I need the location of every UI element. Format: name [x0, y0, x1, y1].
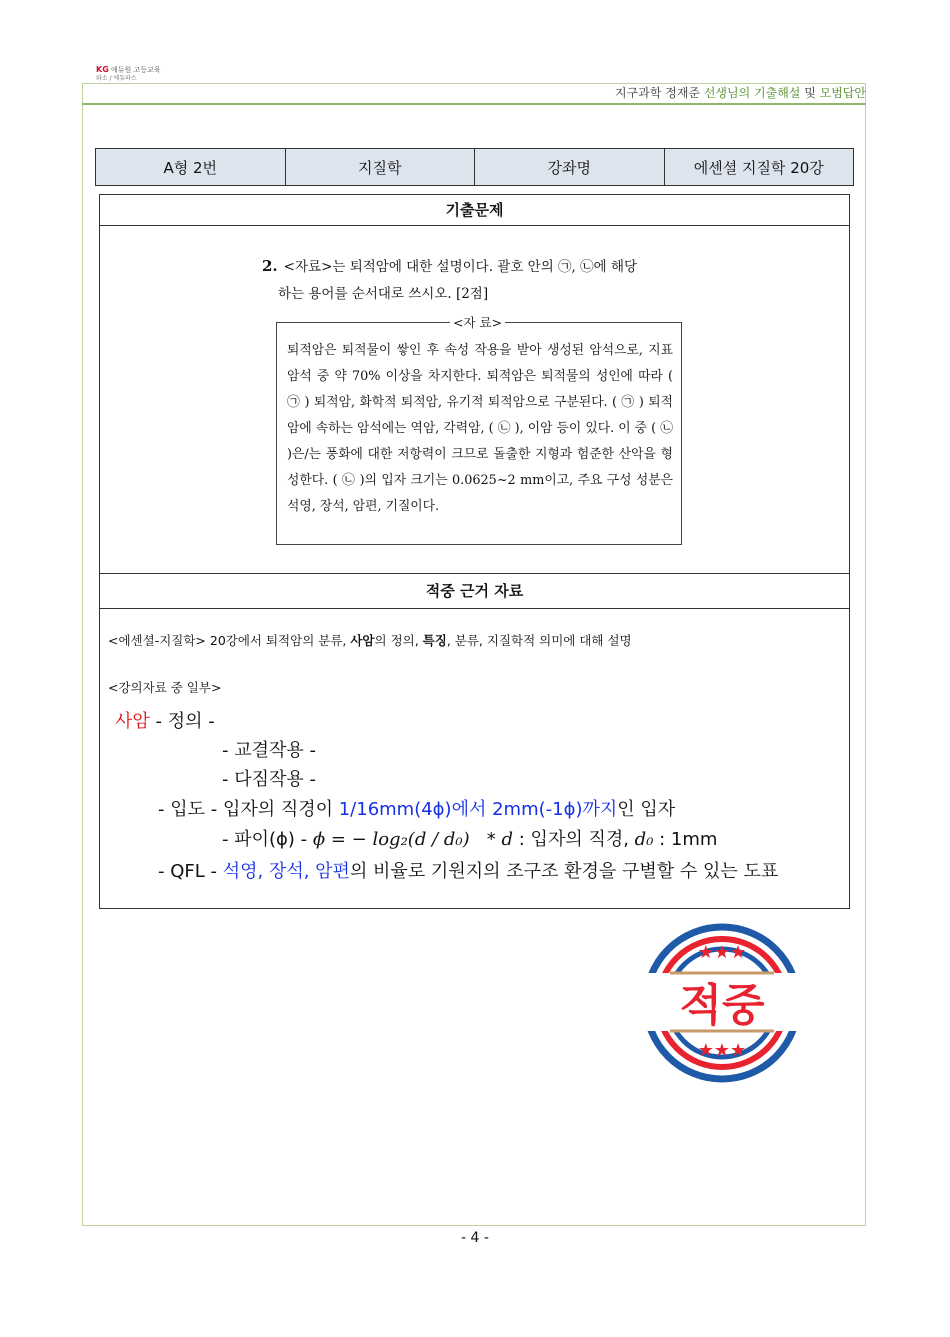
phi-note-a: * [486, 829, 502, 850]
stamp-bottom-stars: ★★★ [697, 1040, 747, 1061]
qfl-components: 석영, 장석, 암편 [222, 861, 350, 882]
intro-text-b: 사암 [350, 633, 375, 648]
info-cell-course-label: 강좌명 [475, 149, 665, 186]
logo-line1: 에듀원 고등교육 [111, 66, 161, 74]
material-title: <자 료> [450, 313, 505, 331]
qfl-rest: 의 비율로 기원지의 조구조 환경을 구별할 수 있는 도표 [349, 861, 779, 882]
logo-line2: 와소 / 에듀파스 [96, 75, 137, 82]
phi-formula: ϕ = − log₂(d / d₀) [312, 829, 470, 850]
section-title-exam: 기출문제 [100, 195, 849, 226]
grain-text-a: 입자의 직경이 [222, 799, 339, 820]
intro-text-d: 특징 [422, 633, 447, 648]
logo-brand: KG [96, 65, 109, 74]
lecture-compaction: - 다짐작용 - [222, 769, 316, 790]
phi-note-d: d [501, 829, 514, 850]
phi-note-d0: d₀ [634, 829, 654, 850]
lecture-grain-size [158, 795, 675, 821]
material-text: 퇴적암은 퇴적물이 쌓인 후 속성 작용을 받아 생성된 암석으로, 지표 암석 중 약 70% 이상을 차지한다. 퇴적암은 퇴적물의 성인에 따라 ( ㉠ ) 퇴적암, 화학적 퇴적암, 유기적 퇴적암으로 구분된다. ( ㉠ ) 퇴적암에 속하는 암석에는 역암, 각력암, ( ㉡ ), 이암 등이 있다. 이 중 ( ㉡ )은/는 풍화에 대한 저항력이 크므로 돌출한 지형과 험준한 산악을 형성한다. ( ㉡ )의 입자 크기는 0.0625~2 mm이고, 주요 구성 성분은 석영, 장석, 암편, 기질이다. [287, 343, 673, 514]
lecture-dash: - [149, 711, 168, 732]
lecture-definition: 정의 - [167, 711, 215, 732]
intro-text-c: 의 정의, [374, 633, 423, 648]
question-line1: <자료>는 퇴적암에 대한 설명이다. 괄호 안의 ㉠, ㉡에 해당 [283, 259, 638, 275]
stamp-text: 적중 [679, 980, 765, 1031]
lecture-phi [222, 825, 717, 851]
info-table [95, 148, 854, 186]
lecture-topic: 사암 [115, 711, 150, 732]
header-rule [82, 103, 866, 105]
page-number: - 4 - [461, 1230, 489, 1246]
running-title-end: 모범답안 [819, 86, 866, 100]
qfl-label: - QFL - [158, 861, 223, 882]
phi-label: - 파이(ϕ) - [222, 829, 313, 850]
grain-text-c: 인 입자 [617, 799, 676, 820]
running-title-highlight: 선생님의 기출해설 [703, 86, 801, 100]
info-cell-question: A형 2번 [96, 149, 286, 186]
intro-text-e: , 분류, 지질학적 의미에 대해 설명 [446, 633, 632, 648]
info-cell-course-name: 에센셜 지질학 20강 [664, 149, 854, 186]
hit-stamp [642, 918, 802, 1088]
material-box [276, 315, 682, 545]
section-title-evidence: 적중 근거 자료 [100, 573, 849, 609]
content-box [99, 194, 850, 909]
running-title-mid: 및 [800, 86, 820, 100]
evidence-intro [108, 631, 632, 649]
running-title-plain: 지구과학 정재준 [615, 86, 704, 100]
question-line2: 하는 용어를 순서대로 쓰시오. [2점] [278, 286, 489, 302]
question-number: 2. [262, 257, 278, 275]
lecture-qfl [158, 857, 778, 883]
intro-text-a: <에센셜-지질학> 20강에서 퇴적암의 분류, [108, 633, 351, 648]
phi-note-b: : 입자의 직경, [513, 829, 635, 850]
stamp-top-stars: ★★★ [697, 942, 747, 963]
publisher-logo [96, 66, 161, 83]
lecture-excerpt-label: <강의자료 중 일부> [108, 680, 222, 695]
phi-note-c: : 1mm [653, 829, 718, 850]
lecture-cementation: - 교결작용 - [222, 740, 316, 761]
grain-text-b: 1/16mm(4ϕ)에서 2mm(-1ϕ)까지 [338, 799, 618, 820]
info-cell-subject: 지질학 [285, 149, 475, 186]
running-title [615, 84, 866, 101]
grain-label: - 입도 - [158, 799, 223, 820]
question [262, 253, 702, 308]
